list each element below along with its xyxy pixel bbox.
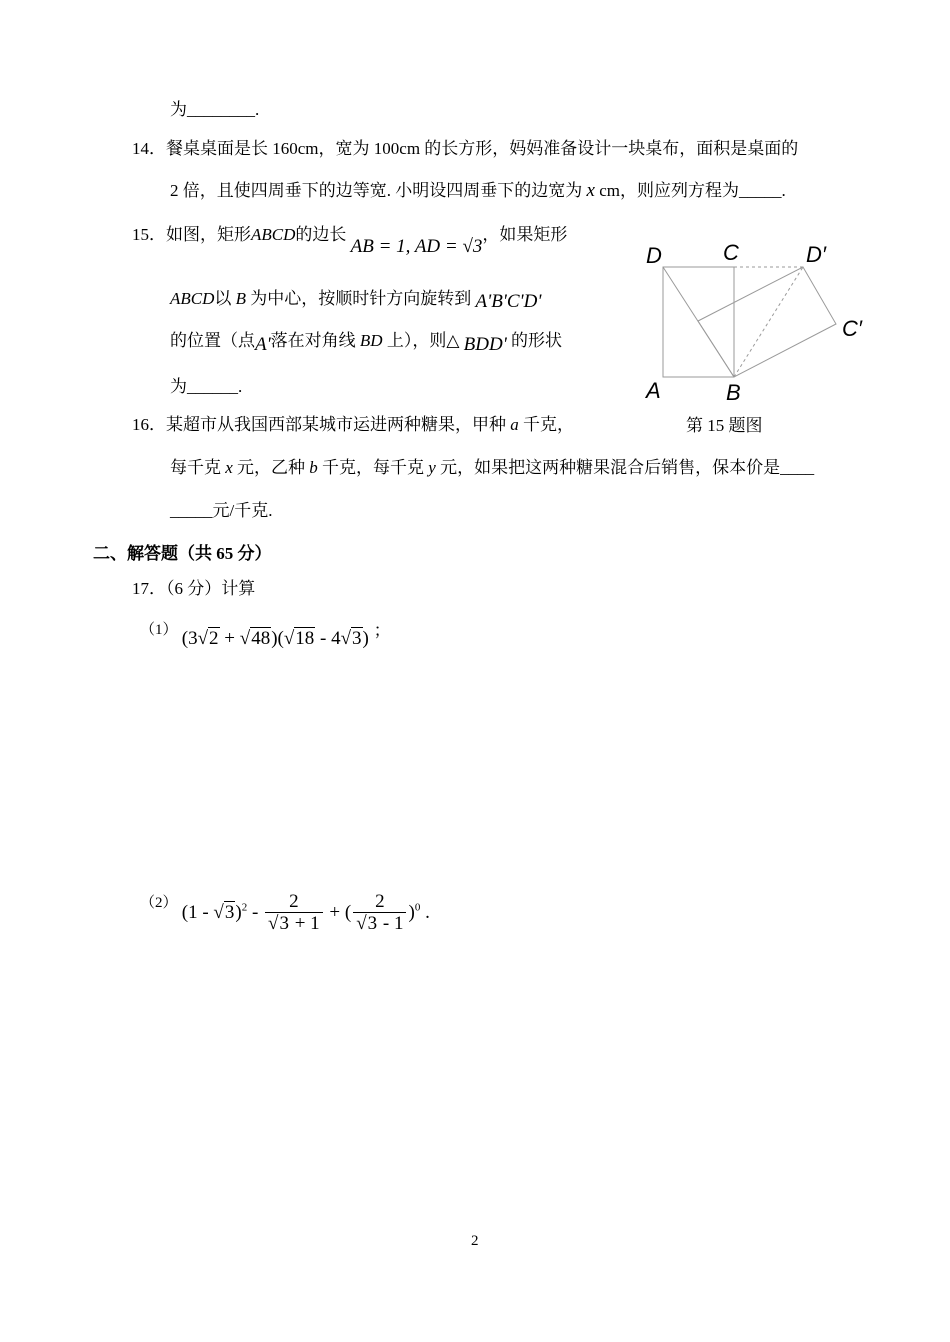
expr1-radicand-2: 48 [251, 628, 271, 649]
label-d-prime: D′ [806, 242, 827, 267]
expr2-minus: - [247, 901, 264, 923]
q17-part1-label: （1） [140, 622, 178, 638]
q15-text-3d: 的形状 [511, 331, 563, 350]
q16-text-2c: 千克，每千克 [322, 458, 425, 477]
q16-var-x: x [225, 458, 233, 477]
q15-point-b: B [235, 289, 247, 308]
q14-number: 14． [132, 139, 166, 158]
q17-part2-expression: (1 - √3)$^2$ - $\frac{2}{√3 + 1}$ + ( $\frac{2}{√3 - 1}$ )$^0$ . [181, 891, 430, 934]
figure-15-caption: 第 15 题图 [686, 416, 763, 435]
q15-text-2b: 为中心，按顺时针方向旋转到 [250, 289, 472, 308]
q16-line2 [170, 457, 814, 479]
q13-text: 为 [170, 100, 187, 119]
q15-text-4a: 为 [170, 377, 187, 396]
q13-tail [170, 99, 259, 121]
q15-line3 [170, 330, 563, 355]
expr2-close-paren: ) [408, 901, 415, 923]
fraction-2-denominator: √3 - 1 [356, 913, 404, 934]
q15-number: 15． [132, 225, 166, 244]
q17-part2 [140, 892, 430, 935]
q16-text-2b: 元，乙种 [237, 458, 306, 477]
expr2-open: (1 - [181, 901, 214, 923]
rect-rotated [698, 267, 836, 377]
q14-line2 [170, 180, 786, 202]
q16-blank-2: _____ [170, 501, 213, 520]
q15-text-1b: 的边长 [295, 225, 347, 244]
expr1-semicolon: ； [373, 621, 391, 640]
expr2-close: ) [235, 901, 242, 923]
q17-part1-expression: (3√2 + √48)(√18 - 4√3) [181, 628, 369, 649]
expr1-close: ) [362, 628, 369, 649]
q15-text-3c: 上），则△ [386, 331, 460, 350]
q16-blank-1: ____ [780, 458, 815, 477]
q14-var-x: x [586, 180, 595, 201]
q14-blank: _____ [738, 181, 782, 200]
expr2-exponent-1: 2 [241, 901, 248, 914]
fraction-1-denominator: √3 + 1 [268, 913, 320, 934]
q15-text-1c: ，如果矩形 [482, 225, 568, 244]
expr1-plus: + [219, 628, 240, 649]
q15-rotated-rect: A'B'C'D' [475, 291, 542, 312]
q15-line4 [170, 376, 242, 398]
q15-diagonal-bd: BD [359, 331, 383, 350]
expr1-open: (3 [181, 628, 198, 649]
q15-rect-name-2: ABCD [170, 289, 215, 308]
expr1-mid: )( [271, 628, 284, 649]
q15-period: . [238, 377, 243, 396]
fraction-1-numerator: 2 [265, 892, 323, 913]
section-2-heading: 二、解答题（共 65 分） [93, 544, 272, 563]
expr2-period: . [420, 901, 430, 923]
q16-unit: 元/千克. [212, 501, 273, 520]
q15-line1 [132, 224, 568, 257]
fraction-1 [265, 892, 323, 935]
q14-text-1: 餐桌桌面是长 160cm，宽为 100cm 的长方形，妈妈准备设计一块桌布，面积是桌面的 [166, 139, 799, 158]
label-c-prime: C′ [842, 316, 863, 341]
label-b: B [726, 380, 741, 405]
q15-side-lengths: AB = 1, AD = √3 [350, 236, 483, 257]
q15-text-3b: 落在对角线 [270, 331, 356, 350]
fraction-1-radicand: 3 [279, 913, 289, 934]
q13-period: . [255, 100, 260, 119]
q16-text-1a: 某超市从我国西部某城市运进两种糖果，甲种 [166, 415, 506, 434]
q16-number: 16． [132, 415, 166, 434]
q15-rect-name: ABCD [251, 225, 296, 244]
fraction-2-tail: - 1 [378, 913, 404, 934]
expr1-radicand-3: 18 [295, 628, 315, 649]
q15-line2 [170, 288, 541, 310]
expr2-plus: + ( [324, 901, 352, 923]
q15-text-2a: 以 [214, 289, 232, 308]
expr1-radicand-4: 3 [352, 628, 362, 649]
q16-var-b: b [309, 458, 318, 477]
fraction-1-tail: + 1 [289, 913, 320, 934]
q16-var-a: a [510, 415, 519, 434]
q14-period: . [781, 181, 786, 200]
label-c: C [723, 240, 739, 265]
q16-var-y: y [428, 458, 436, 477]
q15-triangle: BDD' [463, 334, 507, 355]
q14-text-2b: cm，则应列方程为 [599, 181, 739, 200]
q14-text-2a: 2 倍，且使四周垂下的边等宽. 小明设四周垂下的边宽为 [170, 181, 583, 200]
q15-blank: ______ [187, 377, 238, 396]
fraction-2-radicand: 3 [367, 913, 378, 934]
q15-text-1a: 如图，矩形 [166, 225, 251, 244]
page-number: 2 [471, 1233, 479, 1249]
q14-line1 [132, 138, 798, 160]
q16-text-2d: 元，如果把这两种糖果混合后销售，保本价是 [440, 458, 781, 477]
q15-text-3a: 的位置（点 [170, 331, 255, 350]
expr1-minus: - 4 [315, 628, 341, 649]
label-a: A [646, 378, 661, 403]
fraction-2 [353, 892, 406, 935]
dashed-bd-prime [734, 267, 803, 377]
q17-part1 [140, 621, 391, 649]
q16-line1 [132, 414, 574, 436]
figure-15 [640, 238, 880, 410]
q15-point-a-prime: A' [255, 334, 271, 355]
q16-line3 [170, 500, 272, 522]
q17-part2-label: （2） [140, 895, 178, 911]
q16-text-1b: 千克， [523, 415, 574, 434]
q16-text-2a: 每千克 [170, 458, 221, 477]
q13-blank: ________ [187, 100, 255, 119]
expr1-radicand-1: 2 [209, 628, 219, 649]
expr2-radicand: 3 [224, 901, 235, 923]
q17-header: 17．（6 分）计算 [132, 579, 256, 598]
label-d: D [646, 243, 662, 268]
fraction-2-numerator: 2 [353, 892, 406, 913]
expr2-exponent-0: 0 [414, 901, 421, 914]
